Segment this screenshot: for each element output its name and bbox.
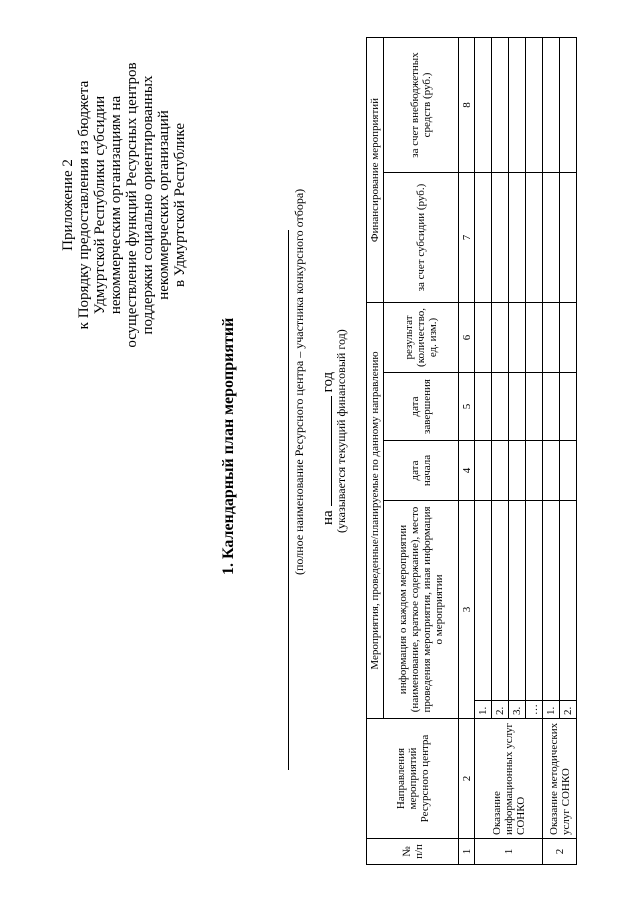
header-info: информация о каждом мероприятии (наименование, краткое содержание), место проведения мероприятия, иная информация о мероприятии [384,501,459,719]
col-number: 4 [459,441,475,501]
appendix-block [60,5,188,405]
row-direction: Оказание методических услуг СОНКО [543,719,577,839]
header-end: дата завершения [384,373,459,441]
col-number: 5 [459,373,475,441]
col-number: 6 [459,303,475,373]
header-events-group: Мероприятия, проведенные/планируемые по данному направлению [367,303,384,719]
col-number: 7 [459,173,475,303]
item-index: 3. [509,701,526,719]
appendix-line: некоммерческим организациям на [108,95,124,315]
appendix-line: поддержки социально ориентированных [140,75,156,335]
year-caption: (указывается текущий финансовый год) [334,329,348,533]
header-extra: за счет внебюджетных средств (руб.) [384,38,459,173]
header-start: дата начала [384,441,459,501]
header-finance-group: Финансирование мероприятий [367,38,384,303]
item-index: 1. [475,701,492,719]
year-prefix: на [320,510,336,525]
appendix-line: Приложение 2 [60,159,76,251]
appendix-line: осуществление функций Ресурсных центров [124,62,140,348]
header-num: № п/п [367,839,459,865]
appendix-line: в Удмуртской Республике [172,123,188,287]
org-name-line [288,230,289,770]
item-index: … [526,701,543,719]
item-index: 1. [543,701,560,719]
table-row [475,38,492,865]
events-table [366,37,577,865]
col-number: 8 [459,38,475,173]
row-direction: Оказание информационных услуг СОНКО [475,719,543,839]
appendix-line: к Порядку предоставления из бюджета [76,80,92,330]
appendix-line: некоммерческих организаций [156,110,172,300]
col-number: 2 [459,719,475,839]
row-num: 2 [543,839,577,865]
year-suffix: год [320,371,336,393]
header-direction: Направления мероприятий Ресурсного центра [367,719,459,839]
table-row [543,38,560,865]
col-number: 3 [459,501,475,719]
item-index: 2. [560,701,577,719]
col-number: 1 [459,839,475,865]
item-index: 2. [492,701,509,719]
header-subsidy: за счет субсидии (руб.) [384,173,459,303]
appendix-line: Удмуртской Республики субсидии [92,95,108,315]
document-title: 1. Календарный план мероприятий [220,317,237,575]
row-num: 1 [475,839,543,865]
org-name-caption: (полное наименование Ресурсного центра – участника конкурсного отбора) [292,188,306,575]
header-result: результат (количество, ед. изм.) [384,303,459,373]
year-blank [331,396,332,506]
